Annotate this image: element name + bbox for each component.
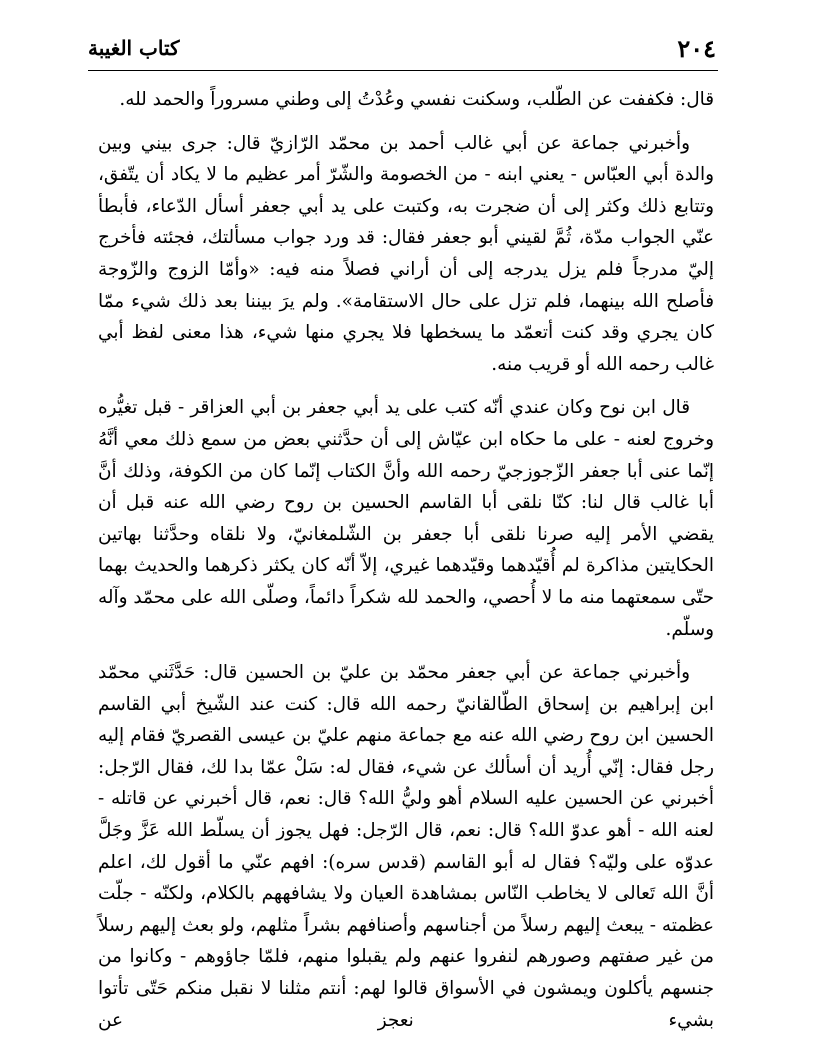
paragraph-3: قال ابن نوح وكان عندي أنّه كتب على يد أبي جعفر بن أبي العزاقر - قبل تغيُّره وخروج لعنه - على ما حكاه ابن عيّاش إلى أن حدَّثني بعض من سمع ذلك معي أنَّهُ إنّما عنى أبا جعفر الزّجوزجيّ رحمه الله وأنَّ الكتاب إنّما كان من الكوفة، وذلك أنَّ أبا غالب قال لنا: كنّا نلقى أبا القاسم الحسين بن روح رضي الله عنه قبل أن يقضي الأمر إليه صرنا نلقى أبا جعفر بن الشّلمغانيّ، ولا نلقاه وحدَّثنا بهاتين الحكايتين مذاكرة لم أُقيّدهما وقيّدهما غيري، إلاّ أنّه كان يكثر ذكرهما والحديث بهما حتّى سمعتهما منه ما لا أُحصي، والحمد لله شكراً دائماً، وصلّى الله على محمّد وآله وسلّم. — [98, 397, 714, 640]
paragraph-4: وأخبرني جماعة عن أبي جعفر محمّد بن عليّ بن الحسين قال: حَدَّثَني محمّد ابن إبراهيم بن إسحاق الطّالقانيّ رحمه الله قال: كنت عند الشّيخ أبي القاسم الحسين ابن روح رضي الله عنه مع جماعة منهم عليّ بن عيسى القصريّ فقام إليه رجل فقال: إنّي أُريد أن أسألك عن شيء، فقال له: سَلْ عمّا بدا لك، فقال الرّجل: أخبرني عن الحسين عليه السلام أهو وليُّ الله؟ قال: نعم، قال أخبرني عن قاتله - لعنه الله - أهو عدوّ الله؟ قال: نعم، قال الرّجل: فهل يجوز أن يسلّط الله عَزَّ وجَلَّ عدوّه على وليّه؟ فقال له أبو القاسم (قدس سره): افهم عنّي ما أقول لك، اعلم أنَّ الله تَعالى لا يخاطب النّاس بمشاهدة العيان ولا يشافههم بالكلام، ولكنّه - جلّت عظمته - يبعث إليهم رسلاً من أجناسهم وأصنافهم بشراً مثلهم، ولو بعث إليهم رسلاً من غير صفتهم وصورهم لنفروا عنهم ولم يقبلوا منهم، فلمّا جاؤوهم - وكانوا من جنسهم يأكلون ويمشون في الأسواق قالوا لهم: أنتم مثلنا لا نقبل منكم حَتّى تأتوا بشيء نعجز عن — [98, 662, 714, 1031]
paragraph-1: قال: فكففت عن الطّلب، وسكنت نفسي وعُدْتُ إلى وطني مسروراً والحمد لله. — [119, 89, 714, 110]
paragraph-2: وأخبرني جماعة عن أبي غالب أحمد بن محمّد الرّازيّ قال: جرى بيني وبين والدة أبي العبّاس - يعني ابنه - من الخصومة والشّرّ أمر عظيم ما لا يكاد أن يتّفق، وتتابع ذلك وكثر إلى أن ضجرت به، وكتبت على يد أبي جعفر أسأل الدّعاء، فأبطأ عنّي الجواب مدّة، ثُمَّ لقيني أبو جعفر فقال: قد ورد جواب مسألتك، فجئته فأخرج إليّ مدرجاً فلم يزل يدرجه إلى أن أراني فصلاً منه فيه: «وأمّا الزوج والزّوجة فأصلح الله بينهما، فلم تزل على حال الاستقامة». ولم يرَ بيننا بعد ذلك شيء ممّا كان يجري وقد كنت أتعمّد ما يسخطها فلا يجري منها شيء، هذا معنى لفظ أبي غالب رحمه الله أو قريب منه. — [98, 132, 714, 375]
page-header — [88, 34, 716, 66]
page-number: ٢٠٤ — [677, 34, 716, 63]
page-body — [98, 84, 714, 1048]
header-divider — [88, 70, 718, 71]
running-title: كتاب الغيبة — [88, 36, 180, 60]
